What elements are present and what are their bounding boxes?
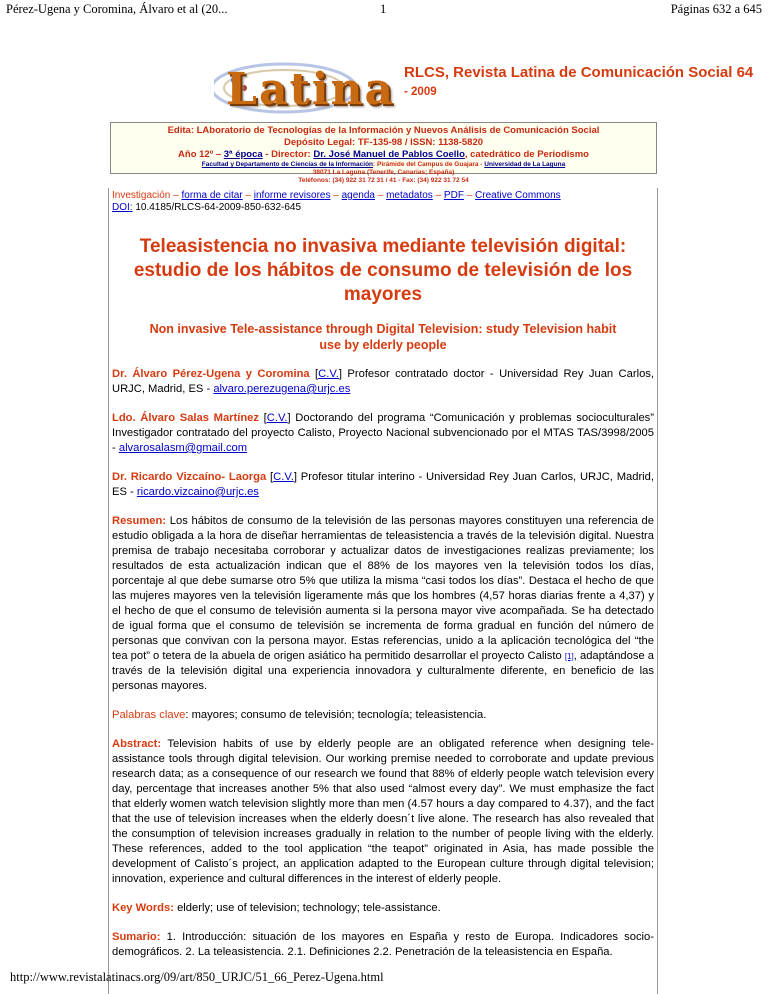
section-label: Investigación <box>112 190 171 201</box>
latina-logo[interactable] <box>214 58 404 120</box>
publisher-line: Edita: LAboratorio de Tecnologías de la Información y Nuevos Análisis de Comunicación Social <box>167 125 600 136</box>
journal-year: - 2009 <box>404 86 437 98</box>
author-3: Dr. Ricardo Vizcaíno- Laorga [C.V.] Profesor titular interino - Universidad Rey Juan Carlos, URJC, Madrid, ES - ricardo.vizcaino@urjc.es <box>112 471 655 498</box>
article-title-en: Non invasive Tele-assistance through Digital Television: study Television habit use by elderly people <box>149 322 617 352</box>
resumen-text-1: Los hábitos de consumo de la televisión de las personas mayores constituyen una referencia de estudio obligada a la hora de diseñar herramientas de teleasistencia a través de la televisión digital. Nuestra premisa de trabajo necesitaba corroborar y actualizar datos de investigaciones realizas previamente; los resultados de esta actualización indican que el 88% de los mayores ven la televisión todos los días, porcentaje al que debe sumarse otro 5% que utiliza la misma “casi todos los días”. Destaca el hecho de que las mujeres mayores ven la televisión ligeramente más que los hombres (4,57 horas diarias frente a 4,37) y el hecho de que el consumo de televisión aumenta si la persona mayor vive acompañada. Se ha detectado de igual forma que el consumo de televisión se incrementa de forma gradual en función del número de personas que convivan con la persona mayor. Estas referencias, unido a la aplicación tecnológica del “the tea pot” o tetera de la abuela de origen asiático ha permitido desarrollar el proyecto Calisto <box>112 515 654 662</box>
author-1-cv-link[interactable]: C.V. <box>318 368 339 380</box>
print-footer-url: http://www.revistalatinacs.org/09/art/850_URJC/51_66_Perez-Ugena.html <box>10 970 384 984</box>
masthead <box>214 50 754 120</box>
nav-link-creative-commons[interactable]: Creative Commons <box>475 190 561 201</box>
author-2-cv-link[interactable]: C.V. <box>266 412 288 424</box>
faculty-link[interactable]: Facultad y Departamento de Ciencias de la Información <box>201 161 374 168</box>
palabras-text: : mayores; consumo de televisión; tecnología; teleasistencia. <box>185 709 487 721</box>
article-body <box>108 188 658 994</box>
university-link[interactable]: Universidad de La Laguna <box>484 161 566 168</box>
address-line: 38071 La Laguna (Tenerife, Canarias; España) <box>312 169 455 176</box>
journal-title <box>404 64 754 101</box>
palabras-clave <box>112 708 654 723</box>
author-1-affiliation: Profesor contratado doctor - Universidad Rey Juan Carlos, URJC, Madrid, ES - <box>112 368 654 395</box>
journal-name: RLCS, Revista Latina de Comunicación Social 64 <box>404 64 754 81</box>
resumen-label: Resumen: <box>112 515 167 527</box>
abstract <box>112 737 654 887</box>
print-header <box>6 2 762 18</box>
print-page-number: 1 <box>380 2 387 16</box>
sumario-label: Sumario: <box>112 931 161 943</box>
director-role: , catedrático de Periodismo <box>464 149 589 160</box>
doi-value: 10.4185/RLCS-64-2009-850-632-645 <box>132 202 302 213</box>
campus-text: : Pirámide del Campus de Guajara - <box>373 161 485 168</box>
abstract-text: Television habits of use by elderly people are an obligated reference when designing tele-assistance tools through digital television. Our working premise needed to corroborate and update previous research data; as a consequence of our research we found that 88% of elderly people watch television every day, percentage that increases another 5% that also used “almost every day”. We must emphasize the fact that elderly women watch television slightly more than men (4.57 hours a day compared to 4.37), and the fact that the use of television increases when the elderly doesn´t live alone. The research has also revealed that the consumption of television increases gradually in relation to the number of people living with the elderly. These references, added to the tool application “the teapot” originated in Asia, has made possible the development of Calisto´s project, an application adapted to the European culture through digital television; innovation, experience and cultural differences in the interest of elderly people. <box>112 738 654 885</box>
director-line <box>111 149 656 161</box>
legal-deposit-line: Depósito Legal: TF-135-98 / ISSN: 1138-5820 <box>283 137 484 148</box>
logo-wordmark: Latina <box>226 64 395 115</box>
sumario-text: 1. Introducción: situación de los mayores en España y resto de Europa. Indicadores socio-demográficos. 2. La teleasistencia. 2.1. Definiciones 2.2. Penetración de la teleasistencia en España. <box>112 931 654 958</box>
palabras-label: Palabras clave <box>112 709 186 721</box>
author-3-cv-link[interactable]: C.V. <box>273 471 294 483</box>
abstract-label: Abstract: <box>112 738 162 750</box>
epoca-link[interactable]: 3ª época <box>223 149 263 160</box>
footnote-1-link[interactable]: [1] <box>564 652 574 661</box>
phone-line: Teléfonos: (34) 922 31 72 31 / 41 - Fax: (34) 922 31 72 54 <box>298 177 469 184</box>
author-2-affiliation: Doctorando del programa “Comunicación y problemas socioculturales” Investigador contratado del proyecto Calisto, Proyecto Nacional subvencionado por el MTAS TAS/3998/2005 - <box>112 412 654 454</box>
nav-link-citar[interactable]: forma de citar <box>181 190 243 201</box>
author-3-email[interactable]: ricardo.vizcaino@urjc.es <box>136 486 259 498</box>
author-2-email[interactable]: alvarosalasm@gmail.com <box>118 442 248 454</box>
nav-link-pdf[interactable]: PDF <box>443 190 464 201</box>
year-label: Año 12º – <box>178 149 224 160</box>
article-title-es: Teleasistencia no invasiva mediante televisión digital: estudio de los hábitos de consumo de televisión de los mayores <box>133 236 633 305</box>
doi-link[interactable]: DOI: <box>112 202 133 213</box>
nav-link-metadatos[interactable]: metadatos <box>386 190 433 201</box>
director-link[interactable]: Dr. José Manuel de Pablos Coello <box>313 149 465 160</box>
author-3-name: Dr. Ricardo Vizcaíno- Laorga <box>112 471 267 483</box>
resumen <box>112 514 654 694</box>
resumen-text-2: , adaptándose a través de la televisión digital una experiencia innovadora y culturalmente diferente, en beneficio de las personas mayores. <box>112 650 655 692</box>
author-1-email[interactable]: alvaro.perezugena@urjc.es <box>213 383 351 395</box>
director-label: - Director: <box>262 149 314 160</box>
keywords-text: elderly; use of television; technology; tele-assistance. <box>173 902 441 914</box>
key-words <box>112 901 654 916</box>
sumario <box>112 930 654 960</box>
publisher-box <box>110 122 657 184</box>
nav-link-agenda[interactable]: agenda <box>341 190 375 201</box>
author-2: Ldo. Álvaro Salas Martínez [C.V.] Doctorando del programa “Comunicación y problemas socioculturales” Investigador contratado del proyecto Calisto, Proyecto Nacional subvencionado por el MTAS TAS/3998/2005 - alvarosalasm@gmail.com <box>112 412 654 454</box>
article-nav: Investigación – forma de citar – informe revisores – agenda – metadatos – PDF – Creative Commons DOI: 10.4185/RLCS-64-2009-850-632-645 <box>112 190 561 213</box>
author-1-name: Dr. Álvaro Pérez-Ugena y Coromina <box>112 368 310 380</box>
nav-link-revisores[interactable]: informe revisores <box>253 190 331 201</box>
author-2-name: Ldo. Álvaro Salas Martínez <box>112 412 259 424</box>
keywords-label: Key Words: <box>112 902 174 914</box>
print-header-title: Pérez-Ugena y Coromina, Álvaro et al (20... <box>6 2 228 16</box>
print-header-pages: Páginas 632 a 645 <box>670 2 762 16</box>
faculty-line <box>111 161 656 169</box>
author-1: Dr. Álvaro Pérez-Ugena y Coromina [C.V.] Profesor contratado doctor - Universidad Rey Juan Carlos, URJC, Madrid, ES - alvaro.perezugena@urjc.es <box>112 368 654 395</box>
author-3-affiliation: Profesor titular interino - Universidad Rey Juan Carlos, URJC, Madrid, ES - <box>112 471 655 498</box>
